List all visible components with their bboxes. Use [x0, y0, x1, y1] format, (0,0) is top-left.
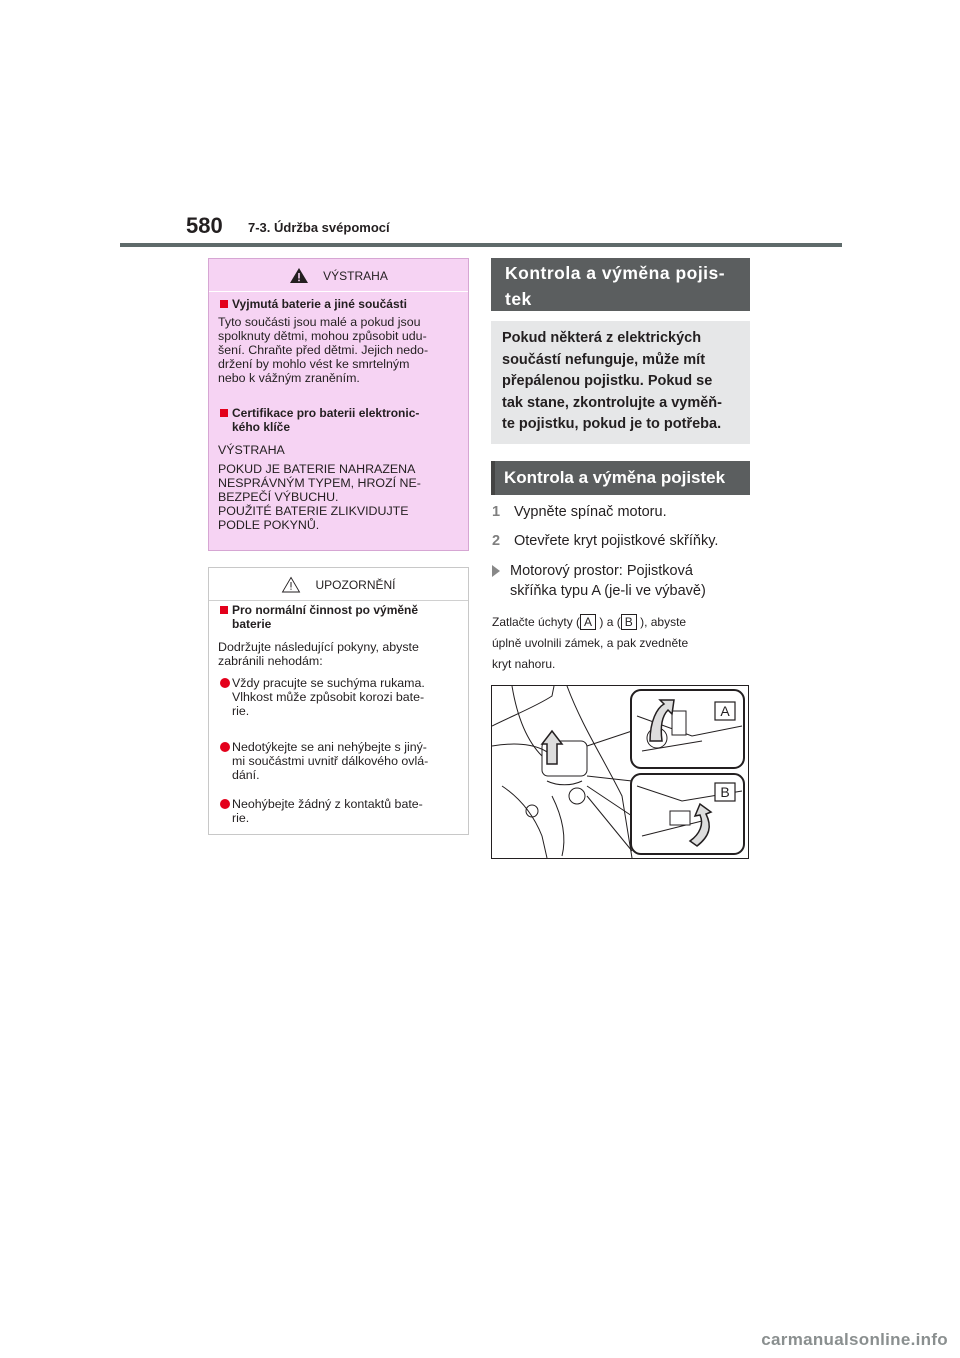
watermark: carmanualsonline.info	[761, 1330, 948, 1349]
caution-header	[209, 576, 468, 596]
warning-heading-2: Certifikace pro baterii elektronic- kého klíče	[220, 406, 465, 434]
page-number: 580	[186, 213, 223, 238]
square-bullet-icon	[220, 409, 228, 417]
warning-header	[209, 267, 468, 287]
header-rule	[120, 243, 842, 247]
step-item: 2 Otevřete kryt pojistkové skříňky.	[492, 533, 719, 549]
caution-heading: Pro normální činnost po výměně baterie	[220, 603, 465, 631]
square-bullet-icon	[220, 300, 228, 308]
warning-text-3: POKUD JE BATERIE NAHRAZENA NESPRÁVNÝM TYPEM, HROZÍ NE- BEZPEČÍ VÝBUCHU. POUŽITÉ BATERIE ZLIKVIDUJTE PODLE POKYNŮ.	[218, 462, 421, 532]
warning-title: VÝSTRAHA	[323, 269, 388, 284]
caution-bullet: Neohýbejte žádný z kontaktů bate- rie.	[220, 797, 465, 825]
caution-bullet: Nedotýkejte se ani nehýbejte s jiný- mi součástmi uvnitř dálkového ovlá- dání.	[220, 740, 465, 782]
engine-compartment-drawing	[492, 686, 748, 858]
round-bullet-icon	[220, 799, 230, 809]
caution-bullet: Vždy pracujte se suchýma rukama. Vlhkost může způsobit korozi bate- rie.	[220, 676, 465, 718]
round-bullet-icon	[220, 742, 230, 752]
divider	[209, 600, 468, 601]
arrow-bullet-icon	[492, 565, 500, 577]
arrow-list-item: Motorový prostor: Pojistková skříňka typu A (je-li ve výbavě)	[492, 561, 706, 601]
step-item: 1 Vypněte spínač motoru.	[492, 504, 667, 520]
subsection-heading: Kontrola a výměna pojistek	[491, 461, 750, 495]
warning-triangle-icon	[289, 267, 309, 287]
divider	[209, 291, 468, 292]
caution-text: Dodržujte následující pokyny, abyste zabránili nehodám:	[218, 640, 419, 668]
warning-text-2: VÝSTRAHA	[218, 443, 285, 457]
fuse-box-illustration	[491, 685, 749, 859]
square-bullet-icon	[220, 606, 228, 614]
figure-label-a: A	[720, 703, 730, 719]
tag-b: B	[621, 614, 637, 630]
caution-box	[208, 567, 469, 835]
instruction-text: Zatlačte úchyty ( A ) a ( B ), abyste úplně uvolnili zámek, a pak zvedněte kryt nahoru.	[492, 615, 689, 671]
section-heading: Kontrola a výměna pojis- tek	[491, 258, 750, 311]
caution-title: UPOZORNĚNÍ	[315, 578, 396, 593]
summary-box: Pokud některá z elektrických součástí nefunguje, může mít přepálenou pojistku. Pokud se tak stane, zkontrolujte a vyměň- te pojistku, pokud je to potřeba.	[491, 321, 750, 444]
round-bullet-icon	[220, 678, 230, 688]
tag-a: A	[580, 614, 596, 630]
warning-box	[208, 258, 469, 551]
caution-triangle-icon	[281, 576, 301, 596]
warning-heading-1: Vyjmutá baterie a jiné součásti	[220, 297, 465, 311]
figure-label-b: B	[720, 784, 730, 800]
section-title: 7-3. Údržba svépomocí	[248, 220, 390, 235]
warning-text-1: Tyto součásti jsou malé a pokud jsou spolknuty dětmi, mohou způsobit udu- šení. Chraňte před dětmi. Jejich nedo- držení by mohlo vést ke smrtelným nebo k vážným zraněním.	[218, 315, 429, 385]
